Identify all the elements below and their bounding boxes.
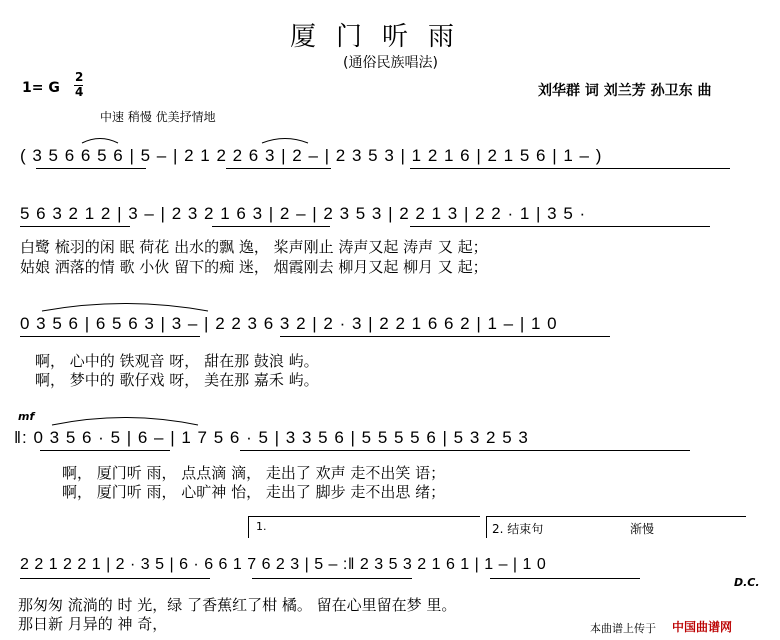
volta-2-bracket	[486, 516, 746, 517]
beam	[410, 168, 730, 169]
beam	[252, 578, 412, 579]
slur	[260, 134, 310, 144]
notation-line-5: 2 2 1 2 2 1 | 2 · 3 5 | 6 · 6 6 1 7 6 2 3 | 5 – :‖ 2 3 5 3 2 1 6 1 | 1 – | 1 0	[20, 556, 547, 573]
slur	[80, 134, 120, 144]
beam	[20, 336, 200, 337]
volta-2-start	[486, 516, 487, 538]
credits: 刘华群 词 刘兰芳 孙卫东 曲	[538, 83, 712, 99]
beam	[20, 578, 210, 579]
lyric-line-5a: 那匆匆 流淌的 时 光，绿 了香蕉红了柑 橘。 留在心里留在梦 里。	[18, 596, 457, 614]
lyric-line-3b: 啊， 梦中的 歌仔戏 呀， 美在那 嘉禾 屿。	[35, 371, 319, 389]
beam	[240, 450, 690, 451]
volta-1-label: 1.	[256, 520, 267, 533]
lyric-line-2a: 白鹭 梳羽的闲 眠 荷花 出水的飘 逸， 桨声刚止 涛声又起 涛声 又 起；	[20, 238, 488, 256]
beam	[212, 226, 330, 227]
dynamic-mark: mf	[18, 410, 35, 423]
beam	[410, 226, 710, 227]
notation-line-2: 5 6 3 2 1 2 | 3 – | 2 3 2 1 6 3 | 2 – | 2 3 5 3 | 2 2 1 3 | 2 2 · 1 | 3 5 ·	[20, 204, 587, 223]
upload-note: 本曲谱上传于	[590, 622, 656, 635]
volta-1-start	[248, 516, 249, 538]
notation-line-1: ( 3 5 6 6 5 6 | 5 – | 2 1 2 2 6 3 | 2 – | 2 3 5 3 | 1 2 1 6 | 2 1 5 6 | 1 – )	[20, 146, 603, 165]
tie	[50, 412, 200, 426]
key-signature: 1= G	[22, 80, 60, 96]
lyric-line-5b: 那日新 月异的 神 奇，	[18, 615, 168, 633]
ritardando-mark: 渐慢	[630, 522, 655, 536]
lyric-line-2b: 姑娘 洒落的情 歌 小伙 留下的痴 迷， 烟霞刚去 柳月又起 柳月 又 起；	[20, 258, 488, 276]
lyric-line-3a: 啊， 心中的 铁观音 呀， 甜在那 鼓浪 屿。	[35, 352, 319, 370]
time-signature-top: 2	[75, 70, 84, 84]
beam	[20, 226, 130, 227]
lyric-line-4b: 啊， 厦门听 雨， 心旷神 怡， 走出了 脚步 走不出思 绪；	[62, 483, 446, 501]
beam	[280, 336, 610, 337]
volta-1-bracket	[248, 516, 480, 517]
dc-marking: D.C.	[734, 576, 760, 589]
notation-line-3: 0 3 5 6 | 6 5 6 3 | 3 – | 2 2 3 6 3 2 | 2 · 3 | 2 2 1 6 6 2 | 1 – | 1 0	[20, 314, 558, 333]
notation-line-4: ‖: 0 3 5 6 · 5 | 6 – | 1 7 5 6 · 5 | 3 3 5 6 | 5 5 5 5 6 | 5 3 2 5 3	[14, 428, 529, 447]
volta-2-label: 2. 结束句	[492, 522, 544, 536]
site-logo[interactable]: 中国曲谱网	[672, 620, 733, 634]
beam	[36, 168, 146, 169]
beam	[40, 450, 170, 451]
tempo-marking: 中速 稍慢 优美抒情地	[100, 110, 216, 124]
score-title: 厦门听雨	[290, 22, 475, 52]
tie	[40, 298, 210, 312]
time-signature-bottom: 4	[75, 85, 84, 99]
lyric-line-4a: 啊， 厦门听 雨， 点点滴 滴， 走出了 欢声 走不出笑 语；	[62, 464, 446, 482]
subtitle: (通俗民族唱法)	[343, 55, 438, 71]
beam	[226, 168, 331, 169]
beam	[490, 578, 640, 579]
